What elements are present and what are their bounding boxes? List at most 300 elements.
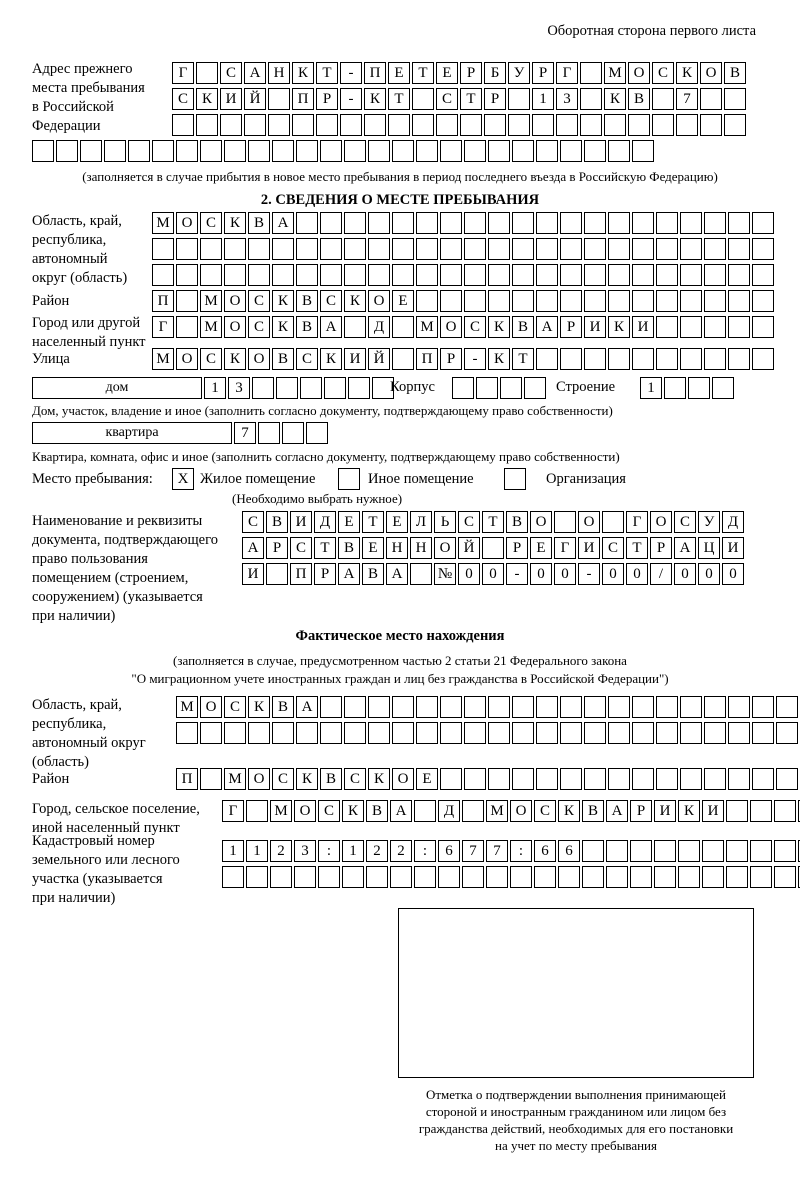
character-cell[interactable] — [416, 140, 438, 162]
character-cell[interactable] — [200, 264, 222, 286]
character-cell[interactable]: Н — [410, 537, 432, 559]
character-cell[interactable] — [320, 238, 342, 260]
section3-district-row[interactable] — [176, 768, 800, 790]
document-row[interactable] — [242, 537, 746, 559]
character-cell[interactable]: Д — [438, 800, 460, 822]
character-cell[interactable] — [246, 800, 268, 822]
character-cell[interactable]: - — [578, 563, 600, 585]
section2-city-row[interactable] — [152, 316, 776, 338]
character-cell[interactable]: Т — [314, 537, 336, 559]
character-cell[interactable] — [728, 238, 750, 260]
character-cell[interactable]: С — [296, 348, 318, 370]
character-cell[interactable] — [392, 348, 414, 370]
prev-address-row[interactable] — [172, 114, 748, 136]
character-cell[interactable]: А — [674, 537, 696, 559]
character-cell[interactable] — [584, 722, 606, 744]
character-cell[interactable]: О — [578, 511, 600, 533]
character-cell[interactable] — [584, 348, 606, 370]
character-cell[interactable] — [652, 114, 674, 136]
character-cell[interactable] — [728, 696, 750, 718]
character-cell[interactable] — [220, 114, 242, 136]
character-cell[interactable]: 1 — [532, 88, 554, 110]
character-cell[interactable]: К — [368, 768, 390, 790]
character-cell[interactable] — [462, 866, 484, 888]
character-cell[interactable]: О — [248, 768, 270, 790]
character-cell[interactable] — [320, 140, 342, 162]
character-cell[interactable] — [200, 722, 222, 744]
character-cell[interactable]: А — [320, 316, 342, 338]
character-cell[interactable] — [680, 722, 702, 744]
character-cell[interactable] — [318, 866, 340, 888]
character-cell[interactable]: И — [220, 88, 242, 110]
character-cell[interactable]: С — [248, 290, 270, 312]
stroenie-cells[interactable] — [640, 377, 736, 399]
character-cell[interactable] — [152, 238, 174, 260]
character-cell[interactable] — [584, 696, 606, 718]
character-cell[interactable]: 0 — [626, 563, 648, 585]
character-cell[interactable]: 7 — [486, 840, 508, 862]
character-cell[interactable] — [632, 264, 654, 286]
character-cell[interactable] — [536, 696, 558, 718]
character-cell[interactable] — [296, 212, 318, 234]
character-cell[interactable] — [580, 88, 602, 110]
character-cell[interactable]: С — [652, 62, 674, 84]
character-cell[interactable] — [512, 696, 534, 718]
character-cell[interactable] — [632, 696, 654, 718]
character-cell[interactable]: Р — [506, 537, 528, 559]
prev-address-row[interactable] — [172, 88, 748, 110]
character-cell[interactable]: И — [578, 537, 600, 559]
character-cell[interactable]: Р — [484, 88, 506, 110]
character-cell[interactable] — [656, 316, 678, 338]
character-cell[interactable] — [608, 140, 630, 162]
character-cell[interactable] — [464, 722, 486, 744]
character-cell[interactable]: - — [340, 62, 362, 84]
character-cell[interactable]: 6 — [534, 840, 556, 862]
character-cell[interactable] — [656, 290, 678, 312]
character-cell[interactable]: 1 — [222, 840, 244, 862]
character-cell[interactable] — [534, 866, 556, 888]
character-cell[interactable] — [774, 840, 796, 862]
character-cell[interactable]: С — [242, 511, 264, 533]
character-cell[interactable] — [512, 212, 534, 234]
character-cell[interactable]: В — [296, 290, 318, 312]
character-cell[interactable] — [224, 264, 246, 286]
character-cell[interactable] — [604, 114, 626, 136]
character-cell[interactable]: С — [458, 511, 480, 533]
character-cell[interactable] — [440, 212, 462, 234]
character-cell[interactable]: С — [344, 768, 366, 790]
character-cell[interactable] — [560, 238, 582, 260]
character-cell[interactable]: Т — [512, 348, 534, 370]
character-cell[interactable] — [656, 696, 678, 718]
character-cell[interactable] — [392, 316, 414, 338]
character-cell[interactable]: В — [320, 768, 342, 790]
character-cell[interactable] — [536, 238, 558, 260]
character-cell[interactable] — [704, 238, 726, 260]
character-cell[interactable] — [200, 768, 222, 790]
character-cell[interactable] — [224, 722, 246, 744]
character-cell[interactable]: В — [266, 511, 288, 533]
character-cell[interactable]: П — [152, 290, 174, 312]
character-cell[interactable] — [584, 238, 606, 260]
place-type-organization-checkbox[interactable] — [504, 468, 526, 490]
character-cell[interactable]: Р — [266, 537, 288, 559]
character-cell[interactable]: О — [294, 800, 316, 822]
character-cell[interactable] — [632, 722, 654, 744]
character-cell[interactable] — [488, 140, 510, 162]
character-cell[interactable] — [726, 800, 748, 822]
character-cell[interactable]: К — [292, 62, 314, 84]
character-cell[interactable] — [728, 212, 750, 234]
character-cell[interactable] — [344, 316, 366, 338]
character-cell[interactable] — [320, 722, 342, 744]
character-cell[interactable]: Р — [532, 62, 554, 84]
character-cell[interactable] — [476, 377, 498, 399]
character-cell[interactable] — [440, 238, 462, 260]
character-cell[interactable]: А — [390, 800, 412, 822]
character-cell[interactable]: С — [224, 696, 246, 718]
character-cell[interactable] — [752, 212, 774, 234]
character-cell[interactable] — [344, 264, 366, 286]
character-cell[interactable] — [464, 212, 486, 234]
character-cell[interactable]: 0 — [698, 563, 720, 585]
character-cell[interactable] — [196, 114, 218, 136]
character-cell[interactable] — [752, 238, 774, 260]
character-cell[interactable] — [172, 114, 194, 136]
character-cell[interactable]: : — [318, 840, 340, 862]
character-cell[interactable]: О — [650, 511, 672, 533]
character-cell[interactable]: И — [242, 563, 264, 585]
character-cell[interactable]: А — [244, 62, 266, 84]
character-cell[interactable] — [532, 114, 554, 136]
character-cell[interactable] — [366, 866, 388, 888]
character-cell[interactable] — [632, 768, 654, 790]
character-cell[interactable]: К — [272, 316, 294, 338]
character-cell[interactable] — [414, 866, 436, 888]
character-cell[interactable] — [276, 377, 298, 399]
character-cell[interactable]: А — [338, 563, 360, 585]
character-cell[interactable]: В — [366, 800, 388, 822]
section3-region-row[interactable] — [176, 696, 800, 718]
character-cell[interactable] — [324, 377, 346, 399]
character-cell[interactable]: О — [434, 537, 456, 559]
character-cell[interactable]: С — [464, 316, 486, 338]
character-cell[interactable]: А — [386, 563, 408, 585]
character-cell[interactable] — [368, 140, 390, 162]
character-cell[interactable] — [268, 114, 290, 136]
character-cell[interactable] — [608, 696, 630, 718]
character-cell[interactable] — [438, 866, 460, 888]
character-cell[interactable] — [292, 114, 314, 136]
character-cell[interactable] — [608, 348, 630, 370]
character-cell[interactable] — [630, 866, 652, 888]
character-cell[interactable] — [176, 238, 198, 260]
character-cell[interactable] — [584, 290, 606, 312]
character-cell[interactable]: Б — [484, 62, 506, 84]
character-cell[interactable]: Т — [412, 62, 434, 84]
character-cell[interactable] — [752, 722, 774, 744]
character-cell[interactable]: У — [698, 511, 720, 533]
character-cell[interactable] — [344, 212, 366, 234]
character-cell[interactable]: С — [318, 800, 340, 822]
character-cell[interactable] — [702, 840, 724, 862]
character-cell[interactable] — [724, 114, 746, 136]
character-cell[interactable] — [512, 264, 534, 286]
character-cell[interactable] — [460, 114, 482, 136]
character-cell[interactable] — [750, 866, 772, 888]
character-cell[interactable] — [704, 768, 726, 790]
character-cell[interactable]: Т — [388, 88, 410, 110]
character-cell[interactable]: Р — [460, 62, 482, 84]
character-cell[interactable] — [632, 140, 654, 162]
character-cell[interactable]: Л — [410, 511, 432, 533]
character-cell[interactable] — [560, 722, 582, 744]
character-cell[interactable] — [656, 768, 678, 790]
character-cell[interactable]: Р — [314, 563, 336, 585]
character-cell[interactable] — [560, 140, 582, 162]
character-cell[interactable] — [608, 264, 630, 286]
character-cell[interactable] — [776, 696, 798, 718]
character-cell[interactable] — [266, 563, 288, 585]
character-cell[interactable]: И — [722, 537, 744, 559]
character-cell[interactable] — [482, 537, 504, 559]
character-cell[interactable] — [680, 238, 702, 260]
character-cell[interactable] — [176, 316, 198, 338]
character-cell[interactable]: И — [702, 800, 724, 822]
house-number-cells[interactable] — [204, 377, 396, 399]
character-cell[interactable]: Е — [416, 768, 438, 790]
character-cell[interactable] — [416, 722, 438, 744]
character-cell[interactable]: О — [392, 768, 414, 790]
section2-region-row[interactable] — [152, 264, 776, 286]
character-cell[interactable] — [608, 212, 630, 234]
character-cell[interactable] — [632, 290, 654, 312]
character-cell[interactable] — [200, 140, 222, 162]
character-cell[interactable] — [560, 264, 582, 286]
character-cell[interactable] — [104, 140, 126, 162]
prev-address-row[interactable] — [172, 62, 748, 84]
character-cell[interactable] — [176, 722, 198, 744]
character-cell[interactable] — [268, 88, 290, 110]
character-cell[interactable] — [750, 840, 772, 862]
character-cell[interactable]: 0 — [722, 563, 744, 585]
character-cell[interactable]: Е — [436, 62, 458, 84]
character-cell[interactable]: К — [196, 88, 218, 110]
character-cell[interactable] — [244, 114, 266, 136]
character-cell[interactable] — [776, 768, 798, 790]
character-cell[interactable]: Г — [626, 511, 648, 533]
character-cell[interactable] — [488, 768, 510, 790]
character-cell[interactable] — [524, 377, 546, 399]
character-cell[interactable] — [344, 238, 366, 260]
character-cell[interactable] — [680, 316, 702, 338]
character-cell[interactable]: О — [176, 212, 198, 234]
character-cell[interactable] — [152, 264, 174, 286]
character-cell[interactable] — [630, 840, 652, 862]
character-cell[interactable] — [704, 212, 726, 234]
character-cell[interactable]: Р — [560, 316, 582, 338]
character-cell[interactable] — [700, 114, 722, 136]
character-cell[interactable] — [416, 696, 438, 718]
section2-street-row[interactable] — [152, 348, 776, 370]
character-cell[interactable] — [680, 696, 702, 718]
character-cell[interactable]: П — [290, 563, 312, 585]
character-cell[interactable] — [678, 866, 700, 888]
character-cell[interactable]: О — [440, 316, 462, 338]
character-cell[interactable]: Е — [392, 290, 414, 312]
place-type-other-checkbox[interactable] — [338, 468, 360, 490]
character-cell[interactable] — [726, 840, 748, 862]
character-cell[interactable] — [728, 290, 750, 312]
character-cell[interactable] — [584, 140, 606, 162]
character-cell[interactable] — [752, 264, 774, 286]
character-cell[interactable] — [512, 722, 534, 744]
character-cell[interactable] — [452, 377, 474, 399]
stamp-box[interactable] — [398, 908, 754, 1078]
character-cell[interactable] — [774, 800, 796, 822]
character-cell[interactable] — [342, 866, 364, 888]
character-cell[interactable]: К — [678, 800, 700, 822]
character-cell[interactable] — [728, 316, 750, 338]
character-cell[interactable] — [296, 238, 318, 260]
character-cell[interactable] — [364, 114, 386, 136]
character-cell[interactable] — [128, 140, 150, 162]
character-cell[interactable] — [556, 114, 578, 136]
character-cell[interactable]: Н — [268, 62, 290, 84]
character-cell[interactable] — [704, 722, 726, 744]
character-cell[interactable] — [414, 800, 436, 822]
character-cell[interactable]: С — [290, 537, 312, 559]
character-cell[interactable]: / — [650, 563, 672, 585]
character-cell[interactable] — [680, 768, 702, 790]
character-cell[interactable] — [582, 840, 604, 862]
character-cell[interactable]: К — [604, 88, 626, 110]
character-cell[interactable] — [752, 316, 774, 338]
character-cell[interactable] — [656, 348, 678, 370]
character-cell[interactable] — [296, 140, 318, 162]
character-cell[interactable]: 1 — [342, 840, 364, 862]
character-cell[interactable] — [664, 377, 686, 399]
character-cell[interactable] — [416, 238, 438, 260]
character-cell[interactable] — [656, 722, 678, 744]
character-cell[interactable]: М — [176, 696, 198, 718]
character-cell[interactable] — [652, 88, 674, 110]
character-cell[interactable] — [536, 290, 558, 312]
character-cell[interactable] — [258, 422, 280, 444]
character-cell[interactable] — [680, 212, 702, 234]
character-cell[interactable] — [560, 696, 582, 718]
character-cell[interactable]: 1 — [204, 377, 226, 399]
character-cell[interactable] — [676, 114, 698, 136]
character-cell[interactable]: Г — [222, 800, 244, 822]
character-cell[interactable] — [252, 377, 274, 399]
character-cell[interactable]: А — [242, 537, 264, 559]
character-cell[interactable]: - — [506, 563, 528, 585]
character-cell[interactable] — [632, 348, 654, 370]
character-cell[interactable] — [176, 140, 198, 162]
character-cell[interactable] — [628, 114, 650, 136]
character-cell[interactable] — [464, 264, 486, 286]
character-cell[interactable]: М — [604, 62, 626, 84]
character-cell[interactable] — [344, 140, 366, 162]
character-cell[interactable] — [320, 696, 342, 718]
character-cell[interactable] — [486, 866, 508, 888]
character-cell[interactable] — [392, 722, 414, 744]
character-cell[interactable] — [248, 238, 270, 260]
character-cell[interactable]: Д — [722, 511, 744, 533]
character-cell[interactable] — [368, 238, 390, 260]
character-cell[interactable]: М — [416, 316, 438, 338]
document-row[interactable] — [242, 563, 746, 585]
character-cell[interactable] — [512, 290, 534, 312]
character-cell[interactable] — [728, 348, 750, 370]
character-cell[interactable]: А — [296, 696, 318, 718]
character-cell[interactable]: К — [488, 316, 510, 338]
korpus-cells[interactable] — [452, 377, 548, 399]
character-cell[interactable]: М — [486, 800, 508, 822]
character-cell[interactable] — [536, 212, 558, 234]
character-cell[interactable]: М — [270, 800, 292, 822]
character-cell[interactable]: К — [224, 212, 246, 234]
character-cell[interactable]: 0 — [530, 563, 552, 585]
character-cell[interactable]: К — [342, 800, 364, 822]
character-cell[interactable]: М — [200, 316, 222, 338]
character-cell[interactable] — [656, 238, 678, 260]
character-cell[interactable] — [392, 696, 414, 718]
character-cell[interactable] — [224, 238, 246, 260]
character-cell[interactable]: В — [724, 62, 746, 84]
character-cell[interactable]: О — [628, 62, 650, 84]
character-cell[interactable] — [296, 722, 318, 744]
character-cell[interactable] — [500, 377, 522, 399]
character-cell[interactable] — [680, 264, 702, 286]
cadastral-row[interactable] — [222, 866, 800, 888]
character-cell[interactable]: Р — [650, 537, 672, 559]
character-cell[interactable] — [176, 264, 198, 286]
character-cell[interactable] — [508, 88, 530, 110]
character-cell[interactable] — [560, 212, 582, 234]
character-cell[interactable] — [300, 377, 322, 399]
character-cell[interactable] — [390, 866, 412, 888]
character-cell[interactable]: К — [320, 348, 342, 370]
character-cell[interactable] — [56, 140, 78, 162]
character-cell[interactable] — [678, 840, 700, 862]
character-cell[interactable]: А — [606, 800, 628, 822]
character-cell[interactable]: Ц — [698, 537, 720, 559]
character-cell[interactable]: 3 — [228, 377, 250, 399]
character-cell[interactable] — [436, 114, 458, 136]
character-cell[interactable] — [294, 866, 316, 888]
character-cell[interactable]: К — [488, 348, 510, 370]
character-cell[interactable]: Й — [458, 537, 480, 559]
character-cell[interactable]: Г — [554, 537, 576, 559]
character-cell[interactable] — [340, 114, 362, 136]
character-cell[interactable] — [654, 840, 676, 862]
character-cell[interactable]: 2 — [366, 840, 388, 862]
character-cell[interactable] — [368, 264, 390, 286]
character-cell[interactable] — [488, 212, 510, 234]
character-cell[interactable]: : — [414, 840, 436, 862]
character-cell[interactable] — [580, 62, 602, 84]
character-cell[interactable]: Н — [386, 537, 408, 559]
character-cell[interactable]: - — [464, 348, 486, 370]
character-cell[interactable] — [464, 238, 486, 260]
character-cell[interactable] — [462, 800, 484, 822]
character-cell[interactable]: У — [508, 62, 530, 84]
character-cell[interactable] — [344, 722, 366, 744]
character-cell[interactable]: И — [290, 511, 312, 533]
